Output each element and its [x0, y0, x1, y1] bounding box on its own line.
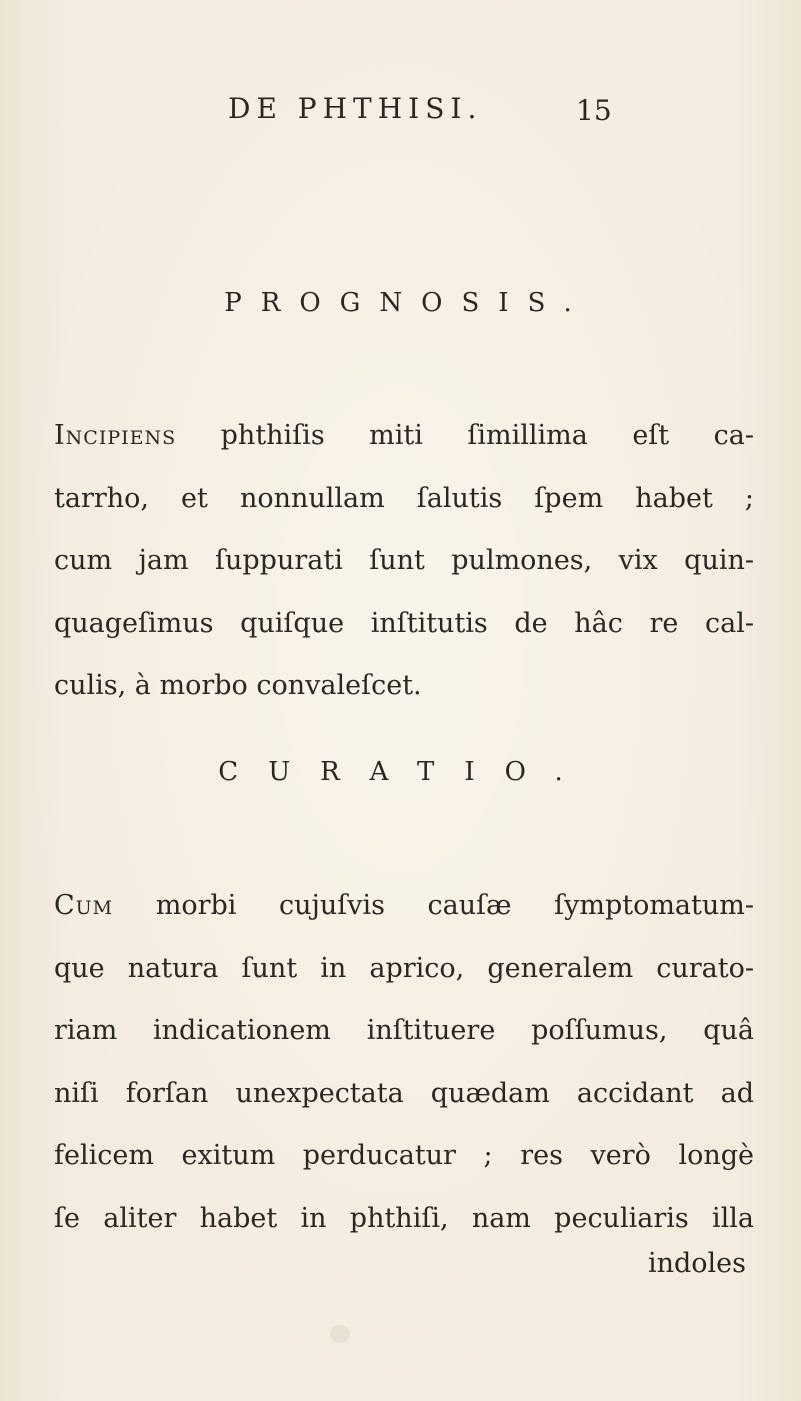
running-title: DE PHTHISI. [228, 92, 483, 125]
paper-smudge [330, 1325, 350, 1343]
line-text: phthiſis miti ſimillima eſt ca- [220, 420, 754, 451]
paragraph-prognosis [54, 405, 754, 718]
text-line [54, 875, 754, 938]
lead-word: Cum [54, 890, 114, 921]
text-line: ſe aliter habet in phthiſi, nam peculiaris illa [54, 1202, 754, 1234]
page-number: 15 [576, 94, 612, 127]
text-line: culis, à morbo convaleſcet. [54, 670, 422, 701]
text-line: niſi forſan unexpectata quædam accidant ad [54, 1077, 754, 1109]
text-line: tarrho, et nonnullam ſalutis ſpem habet ; [54, 482, 754, 514]
catchword: indoles [647, 1248, 746, 1279]
text-line: que natura ſunt in aprico, generalem curato- [54, 952, 754, 984]
text-line: cum jam ſuppurati ſunt pulmones, vix quin- [54, 545, 754, 576]
lead-word: Incipiens [54, 420, 177, 451]
text-line: riam indicationem inſtituere poſſumus, quâ [54, 1015, 754, 1046]
text-line: felicem exitum perducatur ; res verò longè [54, 1140, 754, 1171]
line-text: morbi cujuſvis cauſæ ſymptomatum- [155, 890, 754, 921]
section-heading-curatio: CURATIO. [218, 757, 593, 787]
section-heading-prognosis: PROGNOSIS. [224, 288, 591, 318]
text-line [54, 405, 754, 468]
text-line: quageſimus quiſque inſtitutis de hâc re cal- [54, 607, 754, 639]
paragraph-curatio [54, 875, 754, 1250]
running-head [0, 92, 801, 132]
